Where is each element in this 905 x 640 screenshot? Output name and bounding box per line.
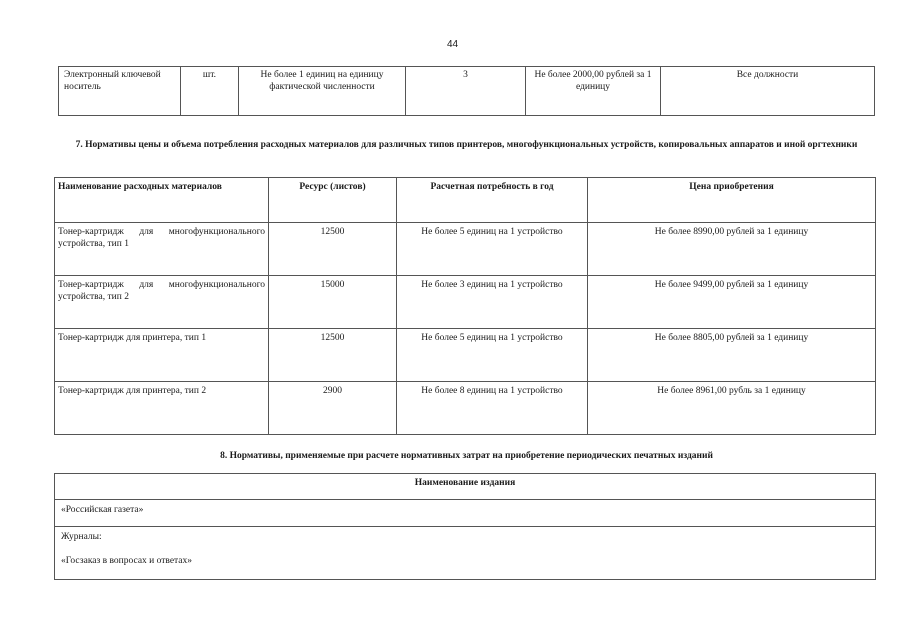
purchase-price-cell: Не более 8805,00 рублей за 1 единицу (588, 329, 876, 382)
journal-title: «Госзаказ в вопросах и ответах» (61, 556, 193, 566)
column-header: Ресурс (листов) (269, 178, 397, 223)
resource-cell: 12500 (269, 329, 397, 382)
column-header: Расчетная потребность в год (397, 178, 588, 223)
price-cell: Не более 2000,00 рублей за 1 единицу (526, 67, 661, 116)
resource-cell: 12500 (269, 223, 397, 276)
line-gap (61, 543, 872, 555)
table-row (55, 329, 876, 382)
publication-cell (55, 527, 876, 580)
material-name-cell: Тонер-картридж для принтера, тип 1 (55, 329, 269, 382)
column-header: Наименование издания (55, 474, 876, 500)
resource-cell: 15000 (269, 276, 397, 329)
table-row (59, 67, 875, 116)
purchase-price-cell: Не более 8990,00 рублей за 1 единицу (588, 223, 876, 276)
annual-need-cell: Не более 5 единиц на 1 устройство (397, 329, 588, 382)
table-row (55, 276, 876, 329)
annual-need-cell: Не более 3 единиц на 1 устройство (397, 276, 588, 329)
journals-label: Журналы: (61, 532, 102, 542)
positions-cell: Все должности (661, 67, 875, 116)
annual-need-cell: Не более 8 единиц на 1 устройство (397, 382, 588, 435)
material-name-cell: Тонер-картридж для многофункционального устройства, тип 2 (55, 276, 269, 329)
publication-cell: «Российская газета» (55, 500, 876, 527)
quantity-norm-cell: Не более 1 единиц на единицу фактической численности (239, 67, 406, 116)
table-row (55, 500, 876, 527)
column-header: Наименование расходных материалов (55, 178, 269, 223)
annual-need-cell: Не более 5 единиц на 1 устройство (397, 223, 588, 276)
resource-cell: 2900 (269, 382, 397, 435)
unit-cell: шт. (181, 67, 239, 116)
table-header-row (55, 178, 876, 223)
purchase-price-cell: Не более 8961,00 рубль за 1 единицу (588, 382, 876, 435)
publications-table (54, 473, 876, 580)
table-header-row (55, 474, 876, 500)
table-row (55, 527, 876, 580)
equipment-table (58, 66, 875, 116)
material-name-cell: Тонер-картридж для многофункционального устройства, тип 1 (55, 223, 269, 276)
column-header: Цена приобретения (588, 178, 876, 223)
material-name-cell: Тонер-картридж для принтера, тип 2 (55, 382, 269, 435)
section-8-heading: 8. Нормативы, применяемые при расчете нормативных затрат на приобретение периодических печатных изданий (220, 451, 713, 461)
consumables-table (54, 177, 876, 435)
purchase-price-cell: Не более 9499,00 рублей за 1 единицу (588, 276, 876, 329)
table-row (55, 382, 876, 435)
table-row (55, 223, 876, 276)
count-cell: 3 (406, 67, 526, 116)
page-number: 44 (446, 39, 459, 50)
section-7-heading: 7. Нормативы цены и объема потребления расходных материалов для различных типов принтеров, многофункциональных устройств, копировальных аппаратов и иной оргтехники (75, 140, 858, 150)
item-name-cell: Электронный ключевой носитель (59, 67, 181, 116)
